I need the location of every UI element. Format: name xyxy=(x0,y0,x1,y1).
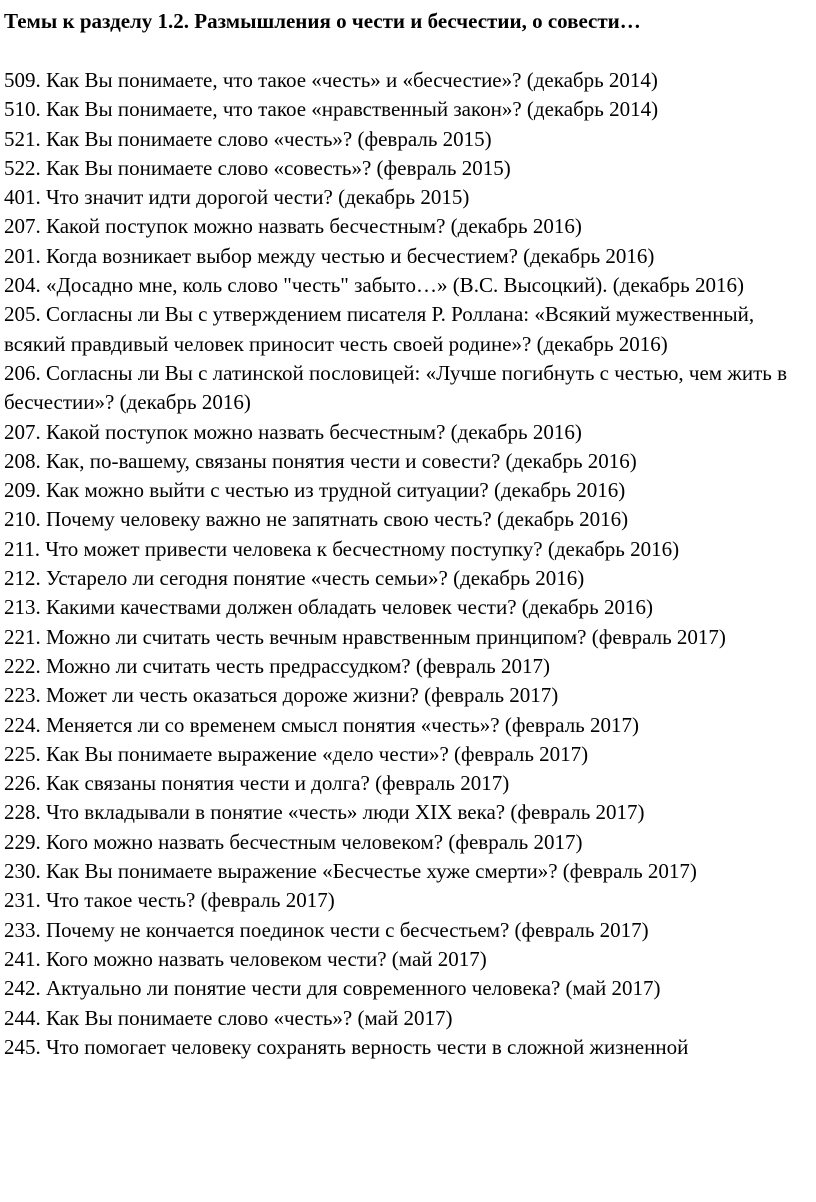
topic-item: 233. Почему не кончается поединок чести с бесчестьем? (февраль 2017) xyxy=(4,917,649,942)
topic-item: 228. Что вкладывали в понятие «честь» люди XIX века? (февраль 2017) xyxy=(4,800,645,825)
topic-item: 241. Кого можно назвать человеком чести? (май 2017) xyxy=(4,946,487,971)
topic-item: 221. Можно ли считать честь вечным нравственным принципом? (февраль 2017) xyxy=(4,624,726,649)
document-page xyxy=(4,0,812,1202)
topic-item: 206. Согласны ли Вы с латинской пословицей: «Лучше погибнуть с честью, чем жить в бесчестии»? (декабрь 2016) xyxy=(4,360,787,415)
topic-item: 222. Можно ли считать честь предрассудком? (февраль 2017) xyxy=(4,653,550,678)
section-title: Темы к разделу 1.2. Размышления о чести и бесчестии, о совести… xyxy=(4,9,641,33)
topic-item: 226. Как связаны понятия чести и долга? (февраль 2017) xyxy=(4,771,510,796)
topic-item: 207. Какой поступок можно назвать бесчестным? (декабрь 2016) xyxy=(4,419,582,444)
topic-item: 213. Какими качествами должен обладать человек чести? (декабрь 2016) xyxy=(4,595,653,620)
topic-item: 509. Как Вы понимаете, что такое «честь» и «бесчестие»? (декабрь 2014) xyxy=(4,68,658,92)
topic-item: 521. Как Вы понимаете слово «честь»? (февраль 2015) xyxy=(4,126,492,151)
topic-item: 205. Согласны ли Вы с утверждением писателя Р. Роллана: «Всякий мужественный, всякий правдивый человек приносит честь своей родине»? (декабрь 2016) xyxy=(4,302,755,356)
topic-item: 204. «Досадно мне, коль слово "честь" забыто…» (В.С. Высоцкий). (декабрь 2016) xyxy=(4,273,745,298)
topic-item: 223. Может ли честь оказаться дороже жизни? (февраль 2017) xyxy=(4,683,559,708)
topic-item: 208. Как, по-вашему, связаны понятия чести и совести? (декабрь 2016) xyxy=(4,448,637,473)
topic-item: 207. Какой поступок можно назвать бесчестным? (декабрь 2016) xyxy=(4,214,582,239)
topic-item: 212. Устарело ли сегодня понятие «честь семьи»? (декабрь 2016) xyxy=(4,566,585,591)
topic-item: 242. Актуально ли понятие чести для современного человека? (май 2017) xyxy=(4,976,661,1001)
topic-item: 230. Как Вы понимаете выражение «Бесчестье хуже смерти»? (февраль 2017) xyxy=(4,859,697,884)
topic-item: 244. Как Вы понимаете слово «честь»? (май 2017) xyxy=(4,1005,453,1030)
topic-item: 245. Что помогает человеку сохранять верность чести в сложной жизненной xyxy=(4,1034,689,1059)
topic-list xyxy=(4,66,812,1062)
topic-item: 229. Кого можно назвать бесчестным человеком? (февраль 2017) xyxy=(4,829,583,854)
topic-item: 210. Почему человеку важно не запятнать свою честь? (декабрь 2016) xyxy=(4,507,629,532)
topic-item: 211. Что может привести человека к бесчестному поступку? (декабрь 2016) xyxy=(4,536,680,561)
topic-item: 225. Как Вы понимаете выражение «дело чести»? (февраль 2017) xyxy=(4,741,589,766)
topic-item: 522. Как Вы понимаете слово «совесть»? (февраль 2015) xyxy=(4,155,511,180)
topic-item: 209. Как можно выйти с честью из трудной ситуации? (декабрь 2016) xyxy=(4,478,626,503)
topic-item: 231. Что такое честь? (февраль 2017) xyxy=(4,888,335,913)
topic-item: 224. Меняется ли со временем смысл понятия «честь»? (февраль 2017) xyxy=(4,712,640,737)
topic-item: 201. Когда возникает выбор между честью и бесчестием? (декабрь 2016) xyxy=(4,243,655,268)
topic-item: 401. Что значит идти дорогой чести? (декабрь 2015) xyxy=(4,185,470,210)
topic-item: 510. Как Вы понимаете, что такое «нравственный закон»? (декабрь 2014) xyxy=(4,97,659,122)
